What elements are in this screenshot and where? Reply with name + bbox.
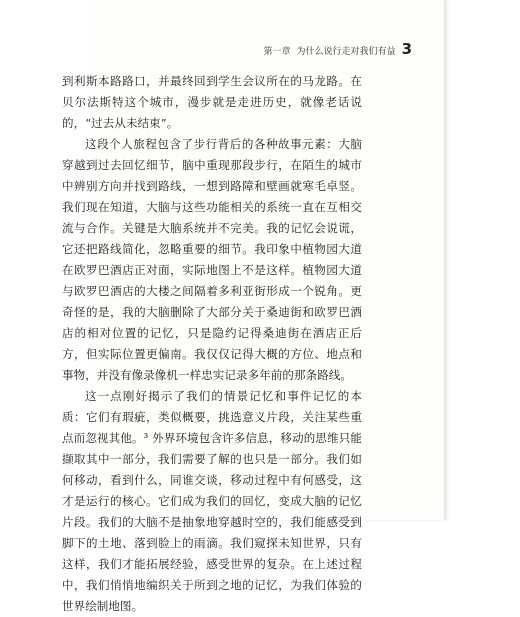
paragraph-3: 这一点刚好揭示了我们的情景记忆和事件记忆的本质：它们有瑕疵，类似概要，挑选意义片段，关注某些重点而忽视其他。³ 外界环境包含许多信息，移动的思维只能撷取其中一部分，我们需要了解的也只是一部分。我们如何移动，看到什么，同谁交谈，移动过程中有何感受，这才是运行的核心。它们成为我们的回忆，变成大脑的记忆片段。我们的大脑不是抽象地穿越时空的，我们能感受到脚下的土地、落到脸上的雨滴。我们窥探未知世界，只有这样，我们才能拓展经验，感受世界的复杂。在上述过程中，我们悄悄地编织关于所到之地的记忆，为我们体验的世界绘制地图。: [62, 389, 362, 613]
body-text: [62, 71, 362, 617]
chapter-label: 第一章: [263, 47, 291, 57]
chapter-title: 为什么说行走对我们有益: [296, 47, 396, 57]
running-header: [264, 40, 412, 58]
page-number: 3: [401, 40, 412, 58]
paragraph-2: 这段个人旅程包含了步行背后的各种故事元素：大脑穿越到过去回忆细节，脑中重现那段步行，在陌生的城市中辨别方向并找到路线，一想到路障和壁画就寒毛卓竖。我们现在知道，大脑与这些功能相关的系统一直在互相交流与合作。关键是大脑系统并不完美。我的记忆会说谎，它还把路线简化，忽略重要的细节。我印象中植物园大道在欧罗巴酒店正对面，实际地图上不是这样。植物园大道与欧罗巴酒店的大楼之间隔着多利亚街形成一个锐角。更奇怪的是，我的大脑删除了大部分关于桑迪街和欧罗巴酒店的相对位置的记忆，只是隐约记得桑迪街在酒店正后方，但实际位置更偏南。我仅仅记得大概的方位、地点和事物，并没有像录像机一样忠实记录多年前的那条路线。: [62, 137, 362, 382]
paragraph-1: 到利斯本路路口，并最终回到学生会议所在的马龙路。在贝尔法斯特这个城市，漫步就是走进历史，就像老话说的，“过去从未结束”。: [62, 74, 362, 130]
